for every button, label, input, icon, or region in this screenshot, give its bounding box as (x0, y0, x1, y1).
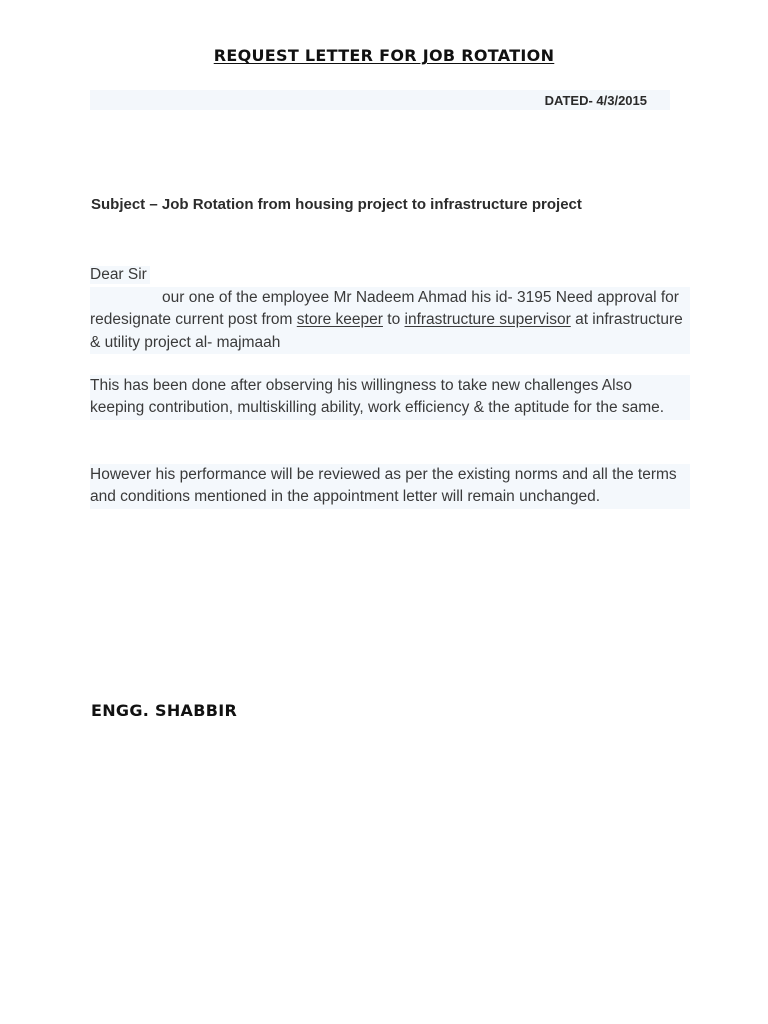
letter-date: DATED- 4/3/2015 (544, 93, 647, 108)
new-post: infrastructure supervisor (404, 311, 571, 329)
body-paragraph-1 (90, 287, 690, 354)
body-paragraph-2: This has been done after observing his willingness to take new challenges Also keeping contribution, multiskilling ability, work efficiency & the aptitude for the same. (90, 375, 690, 420)
paragraph-1-text-c: at infrastructure & utility project al- majmaah (90, 311, 683, 351)
current-post: store keeper (296, 311, 383, 329)
paragraph-1-text-b: to (382, 311, 405, 329)
letter-title: REQUEST LETTER FOR JOB ROTATION (213, 46, 555, 65)
salutation: Dear Sir (90, 266, 150, 284)
letter-subject: Subject – Job Rotation from housing project to infrastructure project (91, 196, 582, 213)
signature: ENGG. SHABBIR (91, 701, 238, 720)
paragraph-1-text-a: our one of the employee Mr Nadeem Ahmad his id- 3195 Need approval for redesignate current post from (90, 289, 679, 329)
body-paragraph-3: However his performance will be reviewed as per the existing norms and all the terms and conditions mentioned in the appointment letter will remain unchanged. (90, 464, 690, 509)
